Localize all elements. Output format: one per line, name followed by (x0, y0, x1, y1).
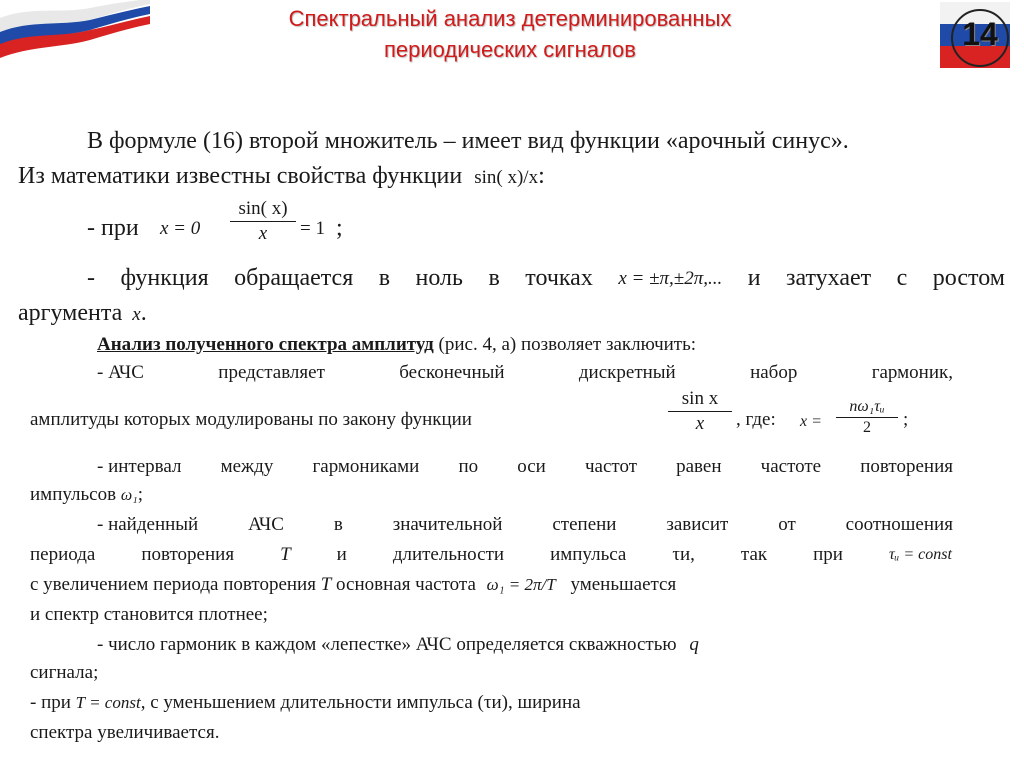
p1-line1 (97, 362, 953, 384)
p2-semicolon: ; (137, 484, 143, 505)
upper-line5 (18, 300, 147, 327)
upper-line1: В формуле (16) второй множитель – имеет вид функции «арочный синус». (87, 128, 849, 154)
p2-line1 (97, 456, 953, 478)
p3-line3-T: T (320, 574, 332, 595)
p3-word: так (740, 544, 768, 565)
semicolon: ; (336, 215, 343, 241)
x-fraction (836, 398, 898, 437)
p1-word: набор (750, 362, 798, 383)
omega-formula: ω₁ = 2π/T (486, 575, 556, 594)
page-number-badge (940, 2, 1010, 68)
p1-semicolon: ; (903, 409, 909, 430)
analysis-heading-bold: Анализ полученного спектра амплитуд (97, 334, 434, 355)
line4-word: ростом (932, 265, 1005, 291)
p4-q: q (689, 634, 699, 655)
p3-word: длительности (392, 544, 505, 565)
sinc-denominator: x (258, 223, 268, 244)
where-label: , где: (736, 409, 776, 430)
sinc-fraction (230, 198, 296, 245)
p2-line2-text: импульсов (30, 484, 117, 505)
p1-word: гармоник, (871, 362, 953, 383)
p2-word: оси (517, 456, 546, 477)
sinc-numerator: sin( x) (238, 198, 288, 219)
line4-word: точках (525, 265, 593, 291)
p3-line3-a: с увеличением периода повторения (30, 574, 316, 595)
fraction-bar (836, 417, 898, 418)
p1-word: бесконечный (399, 362, 505, 383)
line4-word: и (747, 265, 761, 291)
line4-word: в (378, 265, 391, 291)
analysis-heading (97, 334, 696, 356)
upper-line3-prefix: - при (87, 215, 139, 241)
colon: : (538, 163, 545, 189)
p3-word: и (336, 544, 347, 565)
p2-word: частот (584, 456, 637, 477)
p5-line1 (30, 692, 581, 714)
p5-a: - при (30, 692, 71, 713)
p1-word: дискретный (578, 362, 676, 383)
p3-line1 (97, 514, 953, 536)
p3-word: соотношения (845, 514, 953, 535)
p3-word: зависит (666, 514, 729, 535)
p3-word: степени (552, 514, 617, 535)
p3-word: τи, (672, 544, 695, 565)
sinc-expression: sin( x)/x (474, 167, 539, 188)
p3-line4: и спектр становится плотнее; (30, 604, 268, 625)
p3-line3-c: уменьшается (570, 574, 677, 595)
p4-line1 (97, 634, 699, 656)
p5-line2: спектра увеличивается. (30, 722, 220, 743)
fraction-bar (668, 411, 732, 412)
p2-word: равен (676, 456, 722, 477)
p3-word: импульса (550, 544, 627, 565)
zeros-expression: x = ±π,±2π,... (618, 268, 723, 289)
p5-b: , с уменьшением длительности импульса (τи), ширина (140, 692, 581, 713)
line4-word: в (488, 265, 500, 291)
x-equals-zero: x = 0 (160, 218, 201, 239)
slide-title-line2: периодических сигналов (384, 37, 636, 62)
omega1: ω₁ (120, 487, 138, 504)
p2-word: между (220, 456, 274, 477)
sinx-denominator: x (695, 413, 705, 434)
p2-word: - интервал (97, 456, 182, 477)
x-equals: x = (800, 413, 822, 430)
p3-word: повторения (141, 544, 235, 565)
equals-one: = 1 (300, 218, 325, 239)
p1-word: - АЧС (97, 362, 144, 383)
p3-word: от (778, 514, 796, 535)
line4-word: с (896, 265, 908, 291)
tau-const: τᵤ = const (888, 546, 952, 563)
T-const: T = const (75, 693, 141, 712)
sinx-fraction (668, 388, 732, 435)
slide-title-line1: Спектральный анализ детерминированных (288, 6, 732, 31)
line4-word: затухает (786, 265, 872, 291)
p2-word: по (458, 456, 479, 477)
p3-word: значительной (392, 514, 503, 535)
p2-word: повторения (860, 456, 953, 477)
x-numerator: nω₁τᵤ (849, 398, 885, 415)
p1-word: представляет (218, 362, 325, 383)
p3-word: АЧС (248, 514, 284, 535)
p3-line3-b: основная частота (336, 574, 476, 595)
p2-line2 (30, 484, 143, 506)
upper-line4 (87, 265, 1005, 292)
p4-line2: сигнала; (30, 662, 99, 683)
sinx-numerator: sin x (681, 388, 719, 409)
p4-line1-text: - число гармоник в каждом «лепестке» АЧС определяется скважностью (97, 634, 677, 655)
line4-word: - (87, 265, 95, 291)
line4-word: функция (120, 265, 209, 291)
upper-line2-text: Из математики известны свойства функции (18, 163, 463, 189)
page-number: 14 (962, 16, 998, 52)
p3-word: периода (30, 544, 96, 565)
line5-text: аргумента (18, 300, 123, 326)
p1-line2: амплитуды которых модулированы по закону функции (30, 409, 472, 430)
line5-x: x (132, 304, 141, 325)
analysis-heading-rest: (рис. 4, а) позволяет заключить: (433, 334, 697, 355)
p3-T: T (280, 544, 291, 565)
p2-word: частоте (760, 456, 822, 477)
line4-word: ноль (415, 265, 463, 291)
x-denominator: 2 (863, 419, 871, 436)
p3-line2 (30, 544, 952, 566)
p2-word: гармониками (312, 456, 420, 477)
p3-word: при (813, 544, 843, 565)
line5-period: . (140, 300, 147, 326)
upper-line2 (18, 163, 545, 190)
p3-line3 (30, 574, 676, 596)
line4-word: обращается (234, 265, 354, 291)
p3-word: в (333, 514, 343, 535)
fraction-bar (230, 221, 296, 222)
p3-word: - найденный (97, 514, 199, 535)
